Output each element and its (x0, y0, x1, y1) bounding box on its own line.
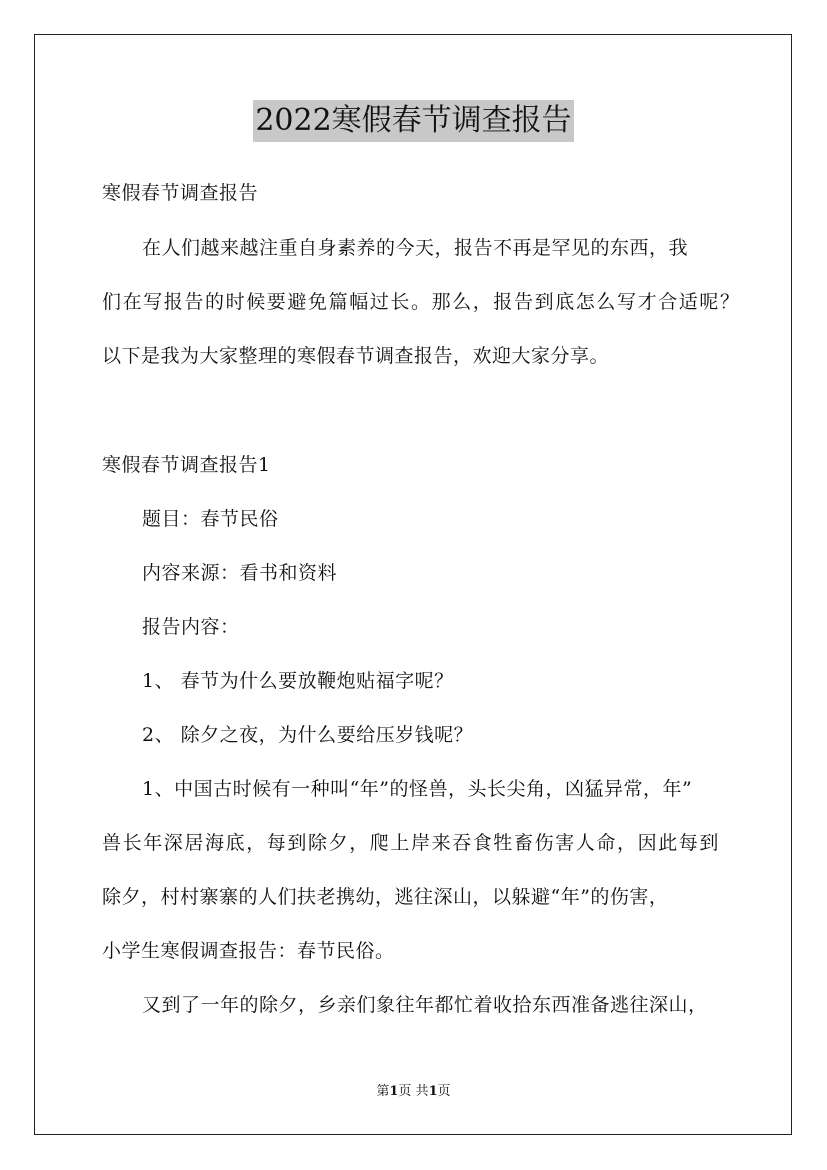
paragraph-line: 报告内容： (142, 616, 240, 638)
paragraph-line: 兽长年深居海底，每到除夕，爬上岸来吞食牲畜伤害人命，因此每到 (102, 832, 721, 854)
list-item: 1、 春节为什么要放鞭炮贴福字呢？ (142, 670, 454, 692)
paragraph-line: 1、中国古时候有一种叫“年”的怪兽，头长尖角，凶猛异常，年” (142, 778, 693, 800)
subtitle-line: 寒假春节调查报告 (102, 182, 259, 204)
paragraph-line: 除夕，村村寨寨的人们扶老携幼，逃往深山，以躲避“年”的伤害， (102, 886, 669, 908)
paragraph-line: 们在写报告的时候要避免篇幅过长。那么，报告到底怎么写才合适呢？ (102, 291, 741, 313)
title-container (0, 100, 827, 142)
paragraph-line: 以下是我为大家整理的寒假春节调查报告，欢迎大家分享。 (102, 345, 610, 367)
paragraph-line: 小学生寒假调查报告：春节民俗。 (102, 940, 395, 962)
page-footer (0, 1083, 827, 1101)
total-page-number: 1 (428, 1084, 438, 1099)
paragraph-line: 又到了一年的除夕，乡亲们象往年都忙着收拾东西准备逃往深山， (142, 994, 708, 1016)
footer-mid: 页 共 (398, 1084, 429, 1099)
current-page-number: 1 (389, 1084, 399, 1099)
section-heading: 寒假春节调查报告1 (102, 454, 271, 476)
paragraph-line: 在人们越来越注重自身素养的今天，报告不再是罕见的东西，我 (142, 237, 689, 259)
document-title: 2022寒假春节调查报告 (253, 100, 573, 142)
list-item: 2、 除夕之夜，为什么要给压岁钱呢？ (142, 724, 474, 746)
footer-suffix: 页 (437, 1084, 451, 1099)
footer-prefix: 第 (376, 1084, 390, 1099)
paragraph-line: 题目：春节民俗 (142, 508, 279, 530)
paragraph-line: 内容来源：看书和资料 (142, 562, 338, 584)
